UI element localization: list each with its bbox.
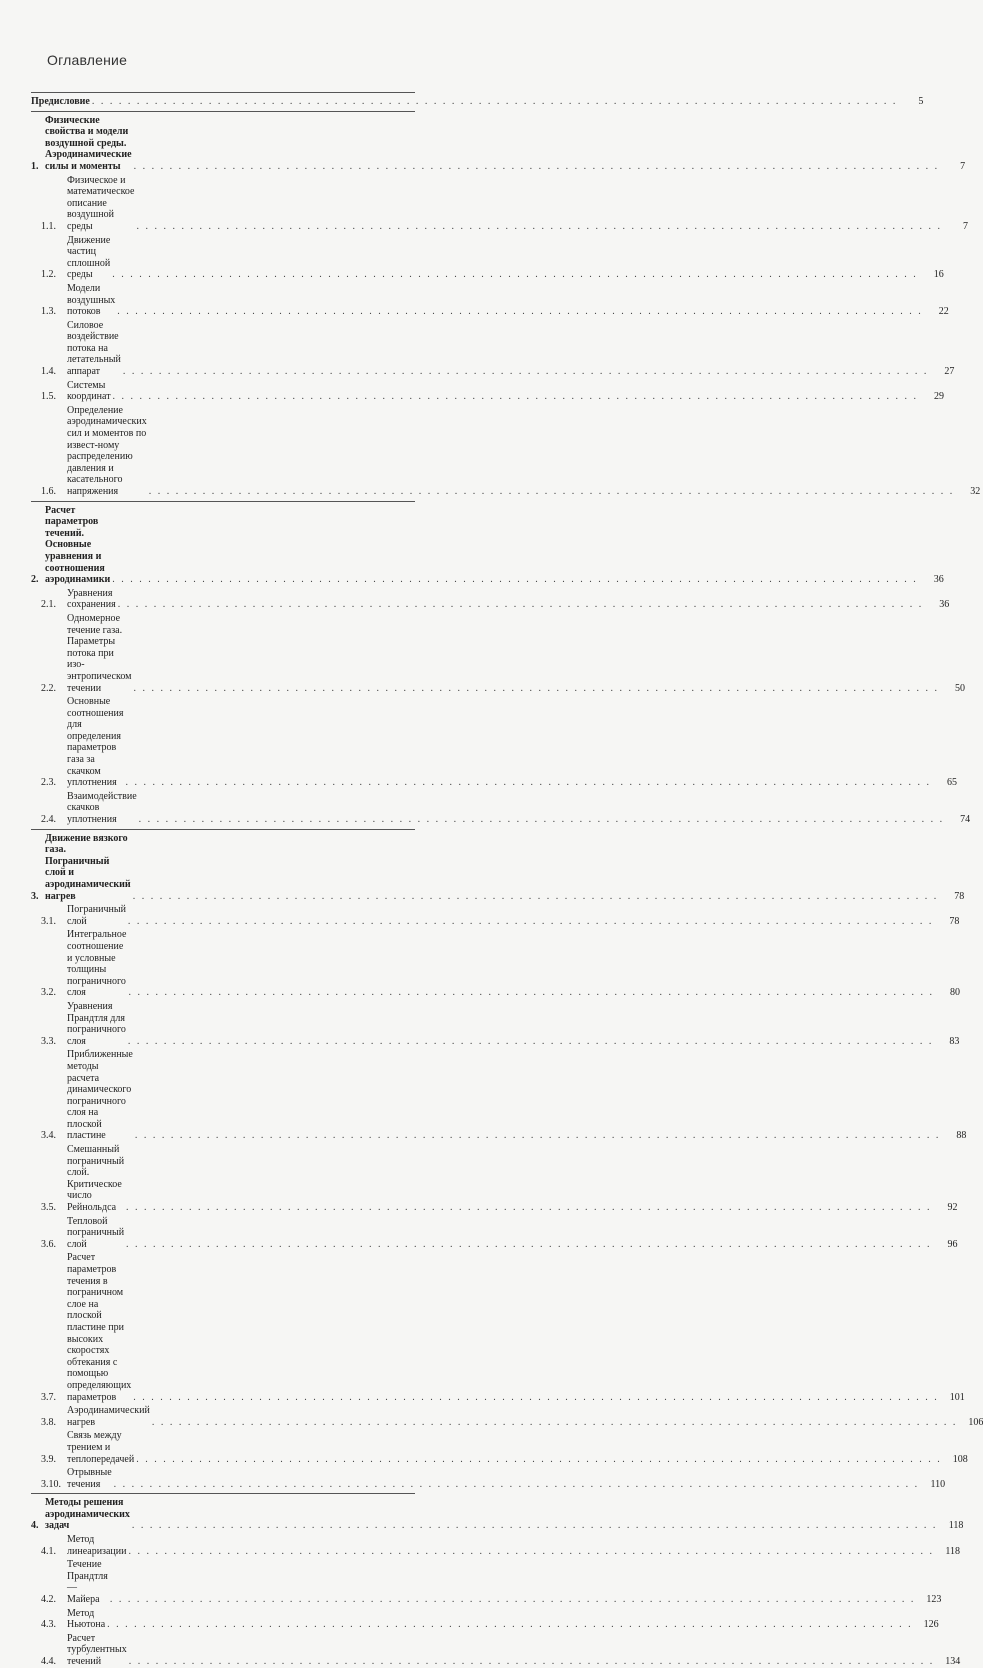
dot-leader: . . . . . . . . . . . . . . . . . . . . . . . . . . . . . . . . . . . . . . . . . . . . . . . . . . . . . . . . . . . . . . . . . . . . . . . . . . . . . . . . . . . . . . . . . . (132, 890, 939, 902)
toc-entry-number: 4.2. (41, 1594, 56, 1606)
dot-leader: . . . . . . . . . . . . . . . . . . . . . . . . . . . . . . . . . . . . . . . . . . . . . . . . . . . . . . . . . . . . . . . . . . . . . . . . . . . . . . . . . . . . . . . . . . (112, 574, 918, 586)
toc-entry-title: Движение частиц сплошной среды (67, 234, 111, 281)
dot-leader: . . . . . . . . . . . . . . . . . . . . . . . . . . . . . . . . . . . . . . . . . . . . . . . . . . . . . . . . . . . . . . . . . . . . . . . . . . . . . . . . . . . . . . . . . . (133, 682, 939, 694)
toc-entry-title: Уравнения Прандтля для пограничного слоя (67, 1000, 126, 1047)
dot-leader: . . . . . . . . . . . . . . . . . . . . . . . . . . . . . . . . . . . . . . . . . . . . . . . . . . . . . . . . . . . . . . . . . . . . . . . . . . . . . . . . . . . . . . . . . . (109, 1594, 916, 1606)
toc-page-number: 80 (949, 987, 960, 999)
toc-page-number: 118 (945, 1545, 960, 1557)
toc-entry-title: Метод линеаризации (67, 1534, 127, 1557)
toc-page-number: 5 (918, 96, 924, 107)
toc-section-entry[interactable] (31, 1144, 958, 1214)
toc-entry-number: 3.1. (41, 915, 56, 927)
toc-page-number: 29 (934, 391, 945, 403)
toc-entry-title: Приближенные методы расчета динамического пограничного слоя на плоской пластине (67, 1049, 133, 1142)
toc-chapter-entry[interactable] (31, 96, 924, 108)
toc-entry-number: 4. (31, 1520, 39, 1532)
dot-leader: . . . . . . . . . . . . . . . . . . . . . . . . . . . . . . . . . . . . . . . . . . . . . . . . . . . . . . . . . . . . . . . . . . . . . . . . . . . . . . . . . . . . . . . . . . (117, 306, 923, 318)
toc-entry-number: 3.3. (41, 1035, 56, 1047)
section-divider (31, 829, 415, 830)
dot-leader: . . . . . . . . . . . . . . . . . . . . . . . . . . . . . . . . . . . . . . . . . . . . . . . . . . . . . . . . . . . . . . . . . . . . . . . . . . . . . . . . . . . . . . . . . . (148, 486, 955, 497)
toc-section-entry[interactable] (31, 587, 950, 611)
toc-entry-number: 3.4. (41, 1130, 56, 1142)
section-divider (31, 1493, 415, 1494)
toc-section-entry[interactable] (31, 379, 945, 403)
toc-page-number: 92 (947, 1202, 958, 1214)
toc-section-entry[interactable] (31, 696, 957, 789)
toc-chapter-entry[interactable] (31, 114, 966, 173)
toc-entry-title: Расчет параметров течений. Основные уравнения и соотношения аэродинамики (45, 504, 111, 586)
toc-entry-title: Основные соотношения для определения параметров газа за скачком уплотнения (67, 696, 124, 789)
toc-entry-title: Расчет турбулентных течений (67, 1632, 127, 1667)
toc-entry-number: 3. (31, 890, 39, 902)
dot-leader: . . . . . . . . . . . . . . . . . . . . . . . . . . . . . . . . . . . . . . . . . . . . . . . . . . . . . . . . . . . . . . . . . . . . . . . . . . . . . . . . . . . . . . . . . . (128, 1656, 935, 1667)
table-of-contents (31, 89, 983, 1668)
toc-entry-title: Силовое воздействие потока на летательный аппарат (67, 319, 121, 378)
toc-entry-number: 3.7. (41, 1391, 56, 1403)
toc-entry-number: 4.3. (41, 1619, 56, 1631)
dot-leader: . . . . . . . . . . . . . . . . . . . . . . . . . . . . . . . . . . . . . . . . . . . . . . . . . . . . . . . . . . . . . . . . . . . . . . . . . . . . . . . . . . . . . . . . . . (133, 1391, 939, 1403)
dot-leader: . . . . . . . . . . . . . . . . . . . . . . . . . . . . . . . . . . . . . . . . . . . . . . . . . . . . . . . . . . . . . . . . . . . . . . . . . . . . . . . . . . . . . . . . . . (107, 1619, 913, 1631)
toc-page-number: 96 (947, 1238, 958, 1250)
toc-entry-number: 3.5. (41, 1202, 56, 1214)
toc-entry-number: 1.6. (41, 486, 56, 497)
toc-chapter-entry[interactable] (31, 504, 944, 586)
toc-entry-number: 1.5. (41, 391, 56, 403)
toc-chapter-entry[interactable] (31, 832, 965, 903)
toc-entry-number: 3.9. (41, 1453, 56, 1465)
dot-leader: . . . . . . . . . . . . . . . . . . . . . . . . . . . . . . . . . . . . . . . . . . . . . . . . . . . . . . . . . . . . . . . . . . . . . . . . . . . . . . . . . . . . . . . . . . (151, 1416, 958, 1428)
toc-entry-number: 2.3. (41, 777, 56, 789)
toc-entry-title: Модели воздушных потоков (67, 282, 116, 318)
toc-entry-number: 2. (31, 574, 39, 586)
toc-entry-number: 3.2. (41, 987, 56, 999)
section-divider (31, 111, 415, 112)
toc-page-number: 36 (939, 599, 950, 611)
toc-page-number: 7 (960, 160, 966, 172)
toc-entry-title: Движение вязкого газа. Пограничный слой и аэродинамический нагрев (45, 832, 131, 902)
dot-leader: . . . . . . . . . . . . . . . . . . . . . . . . . . . . . . . . . . . . . . . . . . . . . . . . . . . . . . . . . . . . . . . . . . . . . . . . . . . . . . . . . . . . . . . . . . (133, 160, 940, 172)
dot-leader: . . . . . . . . . . . . . . . . . . . . . . . . . . . . . . . . . . . . . . . . . . . . . . . . . . . . . . . . . . . . . . . . . . . . . . . . . . . . . . . . . . . . . . . . . . (136, 1453, 942, 1465)
toc-page-number: 78 (954, 890, 965, 902)
dot-leader: . . . . . . . . . . . . . . . . . . . . . . . . . . . . . . . . . . . . . . . . . . . . . . . . . . . . . . . . . . . . . . . . . . . . . . . . . . . . . . . . . . . . . . . . . . (128, 1545, 934, 1557)
toc-entry-title: Тепловой пограничный слой (67, 1215, 125, 1250)
toc-entry-title: Течение Прандтля — Майера (67, 1559, 108, 1606)
toc-page-number: 123 (926, 1594, 942, 1606)
toc-entry-number: 3.8. (41, 1416, 56, 1428)
toc-page-number: 106 (968, 1416, 983, 1428)
toc-page-number: 32 (970, 486, 981, 497)
toc-entry-title: Методы решения аэродинамических задач (45, 1497, 130, 1532)
toc-section-entry[interactable] (31, 1049, 967, 1142)
toc-section-entry[interactable] (31, 1430, 968, 1465)
toc-section-entry[interactable] (31, 282, 949, 318)
toc-entry-title: Аэродинамический нагрев (67, 1405, 150, 1428)
toc-entry-title: Смешанный пограничный слой. Критическое число Рейнольдса (67, 1144, 125, 1214)
toc-entry-title: Метод Ньютона (67, 1607, 106, 1631)
toc-entry-title: Взаимодействие скачков уплотнения (67, 790, 137, 826)
toc-section-entry[interactable] (31, 1534, 960, 1557)
toc-page-number: 36 (933, 574, 944, 586)
toc-page-number: 27 (944, 366, 955, 378)
toc-entry-number: 4.4. (41, 1656, 56, 1667)
toc-page-number: 110 (930, 1478, 946, 1490)
dot-leader: . . . . . . . . . . . . . . . . . . . . . . . . . . . . . . . . . . . . . . . . . . . . . . . . . . . . . . . . . . . . . . . . . . . . . . . . . . . . . . . . . . . . . . . . . . (112, 269, 918, 281)
toc-entry-number: 3.6. (41, 1238, 56, 1250)
toc-entry-number: 4.1. (41, 1545, 56, 1557)
toc-section-entry[interactable] (31, 929, 960, 999)
toc-entry-number: 1.4. (41, 366, 56, 378)
dot-leader: . . . . . . . . . . . . . . . . . . . . . . . . . . . . . . . . . . . . . . . . . . . . . . . . . . . . . . . . . . . . . . . . . . . . . . . . . . . . . . . . . . . . . . . . . . (126, 1238, 932, 1250)
toc-entry-title: Уравнения сохранения (67, 587, 116, 611)
dot-leader: . . . . . . . . . . . . . . . . . . . . . . . . . . . . . . . . . . . . . . . . . . . . . . . . . . . . . . . . . . . . . . . . . . . . . . . . . . . . . . . . . . . . . . . . . . (125, 777, 931, 789)
dot-leader: . . . . . . . . . . . . . . . . . . . . . . . . . . . . . . . . . . . . . . . . . . . . . . . . . . . . . . . . . . . . . . . . . . . . . . . . . . . . . . . . . . . . . . . . . . (134, 1130, 941, 1142)
dot-leader: . . . . . . . . . . . . . . . . . . . . . . . . . . . . . . . . . . . . . . . . . . . . . . . . . . . . . . . . . . . . . . . . . . . . . . . . . . . . . . . . . . . . . . . . . . (122, 366, 929, 378)
toc-entry-title: Связь между трением и теплопередачей (67, 1430, 135, 1465)
toc-entry-number: 3.10. (41, 1478, 61, 1490)
toc-section-entry[interactable] (31, 174, 968, 233)
section-divider (31, 92, 415, 93)
toc-page-number: 101 (949, 1391, 965, 1403)
dot-leader: . . . . . . . . . . . . . . . . . . . . . . . . . . . . . . . . . . . . . . . . . . . . . . . . . . . . . . . . . . . . . . . . . . . . . . . . . . . . . . . . . . . . . . . . . . (136, 220, 942, 232)
dot-leader: . . . . . . . . . . . . . . . . . . . . . . . . . . . . . . . . . . . . . . . . . . . . . . . . . . . . . . . . . . . . . . . . . . . . . . . . . . . . . . . . . . . . . . . . . . (91, 96, 898, 107)
toc-page-number: 74 (960, 814, 971, 826)
section-divider (31, 501, 415, 502)
toc-page-number: 83 (949, 1035, 960, 1047)
toc-section-entry[interactable] (31, 612, 965, 694)
toc-page-number: 16 (933, 269, 944, 281)
dot-leader: . . . . . . . . . . . . . . . . . . . . . . . . . . . . . . . . . . . . . . . . . . . . . . . . . . . . . . . . . . . . . . . . . . . . . . . . . . . . . . . . . . . . . . . . . . (112, 391, 919, 403)
toc-page-number: 88 (956, 1130, 967, 1142)
toc-entry-title: Определение аэродинамических сил и моментов по извест-ному распределению давления и касательного напряжения (67, 404, 147, 497)
toc-section-entry[interactable] (31, 1632, 961, 1668)
toc-entry-title: Системы координат (67, 379, 111, 403)
toc-page-number: 134 (945, 1656, 961, 1667)
toc-entry-number: 2.4. (41, 814, 56, 826)
toc-section-entry[interactable] (31, 319, 955, 378)
toc-entry-title: Физическое и математическое описание воздушной среды (67, 174, 135, 232)
toc-entry-title: Физические свойства и модели воздушной среды. Аэродинамические силы и моменты (45, 114, 132, 172)
toc-page-number: 126 (923, 1619, 939, 1631)
toc-section-entry[interactable] (31, 1467, 946, 1490)
toc-entry-number: 1.2. (41, 269, 56, 281)
toc-entry-number: 2.1. (41, 599, 56, 611)
toc-section-entry[interactable] (31, 404, 981, 498)
toc-entry-number: 1.1. (41, 220, 56, 232)
toc-page-number: 50 (954, 682, 965, 694)
toc-section-entry[interactable] (31, 1215, 958, 1251)
dot-leader: . . . . . . . . . . . . . . . . . . . . . . . . . . . . . . . . . . . . . . . . . . . . . . . . . . . . . . . . . . . . . . . . . . . . . . . . . . . . . . . . . . . . . . . . . . (138, 814, 945, 826)
toc-entry-number: 2.2. (41, 682, 56, 694)
toc-page-number: 22 (938, 306, 949, 318)
toc-chapter-entry[interactable] (31, 1497, 964, 1532)
dot-leader: . . . . . . . . . . . . . . . . . . . . . . . . . . . . . . . . . . . . . . . . . . . . . . . . . . . . . . . . . . . . . . . . . . . . . . . . . . . . . . . . . . . . . . . . . . (131, 1520, 938, 1532)
dot-leader: . . . . . . . . . . . . . . . . . . . . . . . . . . . . . . . . . . . . . . . . . . . . . . . . . . . . . . . . . . . . . . . . . . . . . . . . . . . . . . . . . . . . . . . . . . (127, 915, 934, 927)
toc-section-entry[interactable] (31, 1000, 960, 1047)
toc-page-number: 7 (962, 220, 968, 232)
toc-page-number: 118 (948, 1520, 964, 1532)
toc-entry-title: Интегральное соотношение и условные толщины пограничного слоя (67, 929, 127, 999)
toc-entry-title: Предисловие (31, 96, 90, 107)
dot-leader: . . . . . . . . . . . . . . . . . . . . . . . . . . . . . . . . . . . . . . . . . . . . . . . . . . . . . . . . . . . . . . . . . . . . . . . . . . . . . . . . . . . . . . . . . . (126, 1202, 932, 1214)
toc-entry-number: 1.3. (41, 306, 56, 318)
toc-page-number: 65 (946, 777, 957, 789)
toc-entry-title: Пограничный слой (67, 904, 126, 927)
toc-section-entry[interactable] (31, 1252, 965, 1403)
toc-section-entry[interactable] (31, 1559, 942, 1606)
dot-leader: . . . . . . . . . . . . . . . . . . . . . . . . . . . . . . . . . . . . . . . . . . . . . . . . . . . . . . . . . . . . . . . . . . . . . . . . . . . . . . . . . . . . . . . . . . (127, 1035, 934, 1047)
toc-page-number: 108 (952, 1453, 968, 1465)
toc-page-number: 78 (949, 915, 960, 927)
toc-entry-number: 1. (31, 160, 39, 172)
toc-section-entry[interactable] (31, 1405, 983, 1428)
toc-entry-title: Расчет параметров течения в пограничном слое на плоской пластине при высоких скоростях обтекания с помощью определяющих параметров (67, 1252, 132, 1403)
page-title: Оглавление (47, 52, 128, 68)
dot-leader: . . . . . . . . . . . . . . . . . . . . . . . . . . . . . . . . . . . . . . . . . . . . . . . . . . . . . . . . . . . . . . . . . . . . . . . . . . . . . . . . . . . . . . . . . . (113, 1478, 920, 1490)
toc-entry-title: Одномерное течение газа. Параметры потока при изо-энтропическом течении (67, 612, 132, 694)
toc-section-entry[interactable] (31, 1607, 939, 1631)
toc-section-entry[interactable] (31, 904, 960, 927)
toc-section-entry[interactable] (31, 234, 944, 281)
toc-section-entry[interactable] (31, 790, 971, 826)
dot-leader: . . . . . . . . . . . . . . . . . . . . . . . . . . . . . . . . . . . . . . . . . . . . . . . . . . . . . . . . . . . . . . . . . . . . . . . . . . . . . . . . . . . . . . . . . . (117, 599, 924, 611)
toc-entry-title: Отрывные течения (67, 1467, 112, 1490)
dot-leader: . . . . . . . . . . . . . . . . . . . . . . . . . . . . . . . . . . . . . . . . . . . . . . . . . . . . . . . . . . . . . . . . . . . . . . . . . . . . . . . . . . . . . . . . . . (128, 987, 934, 999)
